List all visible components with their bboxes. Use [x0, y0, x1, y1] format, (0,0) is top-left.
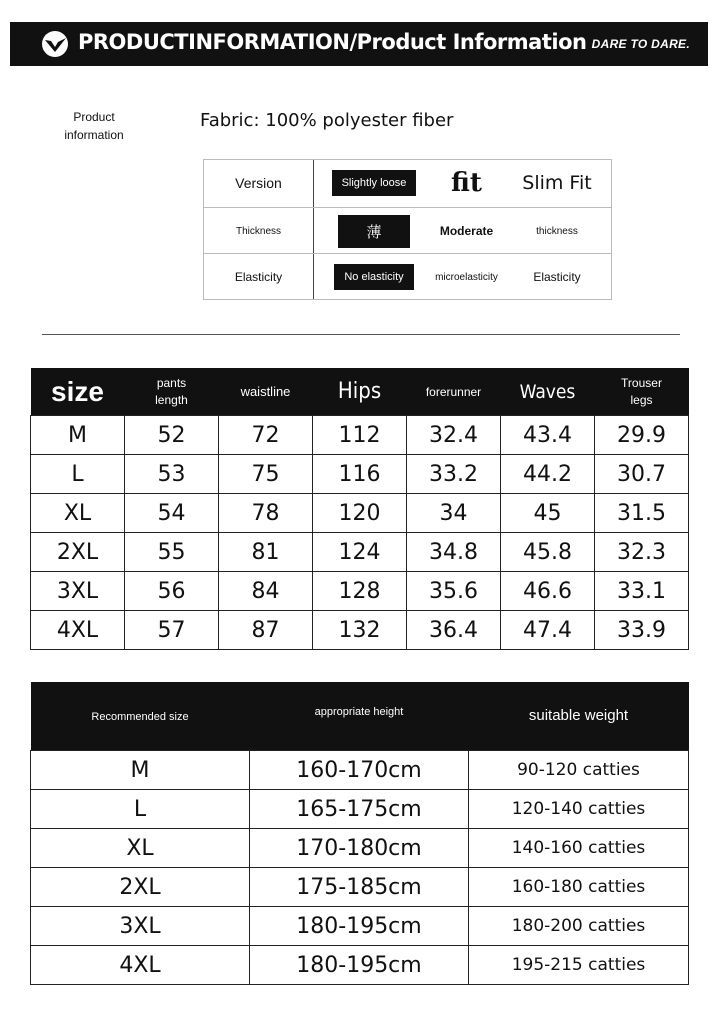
recommend-table-cell: 170-180cm [250, 829, 469, 868]
size-table-cell: L [31, 455, 125, 494]
attribute-row-elasticity [204, 253, 611, 300]
size-table-cell: 35.6 [407, 572, 501, 611]
recommend-table-cell: 195-215 catties [469, 946, 689, 985]
size-table-cell: 72 [219, 416, 313, 455]
attribute-option: thickness [536, 225, 578, 237]
attribute-option: Elasticity [533, 270, 581, 284]
attribute-option: fit [451, 168, 482, 198]
attribute-row-version [204, 160, 611, 206]
size-table-cell: 45.8 [501, 533, 595, 572]
size-table-cell: 87 [219, 611, 313, 650]
recommend-table-row [31, 790, 689, 829]
section-divider [42, 334, 680, 335]
size-table-row [31, 572, 689, 611]
recommend-table-cell: 120-140 catties [469, 790, 689, 829]
attribute-option-selected: Slightly loose [329, 160, 419, 206]
header-suitable-weight: suitable weight [469, 682, 689, 751]
size-table-row [31, 494, 689, 533]
recommend-table-cell: 180-200 catties [469, 907, 689, 946]
recommend-table-cell: 160-170cm [250, 751, 469, 790]
recommend-table-row [31, 946, 689, 985]
size-table-cell: 81 [219, 533, 313, 572]
attribute-option: Slim Fit [522, 172, 592, 194]
size-table-cell: 120 [313, 494, 407, 533]
header-appropriate-height: appropriate height [250, 682, 469, 751]
attribute-name: Thickness [235, 225, 281, 237]
size-table-cell: 54 [125, 494, 219, 533]
recommend-table-header [31, 682, 689, 751]
size-table-header [31, 368, 689, 416]
size-table-cell: 33.2 [407, 455, 501, 494]
recommend-table-row [31, 751, 689, 790]
size-table-cell: 57 [125, 611, 219, 650]
recommend-table-cell: 180-195cm [250, 946, 469, 985]
header-recommended-size: Recommended size [31, 682, 250, 751]
size-table-cell: 56 [125, 572, 219, 611]
size-table-cell: 46.6 [501, 572, 595, 611]
recommend-table-cell: XL [31, 829, 250, 868]
size-table-row [31, 416, 689, 455]
size-table-cell: 3XL [31, 572, 125, 611]
recommend-table-cell: 3XL [31, 907, 250, 946]
size-table-cell: 116 [313, 455, 407, 494]
size-table-cell: 2XL [31, 533, 125, 572]
size-table-cell: 32.3 [595, 533, 689, 572]
size-table-cell: 45 [501, 494, 595, 533]
size-table [30, 368, 689, 650]
size-table-cell: 29.9 [595, 416, 689, 455]
size-table-cell: 52 [125, 416, 219, 455]
size-table-cell: 44.2 [501, 455, 595, 494]
brand-tagline: DARE TO DARE. [591, 37, 690, 51]
header-pants-length: pants length [125, 368, 219, 416]
size-table-cell: 34.8 [407, 533, 501, 572]
recommend-table-row [31, 868, 689, 907]
size-table-cell: 75 [219, 455, 313, 494]
size-table-cell: 53 [125, 455, 219, 494]
recommend-table-cell: 180-195cm [250, 907, 469, 946]
fabric-text: Fabric: 100% polyester fiber [200, 110, 454, 131]
header-size: size [31, 368, 125, 416]
size-table-cell: 84 [219, 572, 313, 611]
recommend-table-cell: L [31, 790, 250, 829]
size-table-cell: M [31, 416, 125, 455]
size-table-row [31, 455, 689, 494]
attribute-row-thickness [204, 207, 611, 254]
attribute-option: microelasticity [435, 271, 498, 283]
size-table-cell: 43.4 [501, 416, 595, 455]
page-title: PRODUCTINFORMATION/Product Information [78, 30, 587, 54]
size-table-cell: 128 [313, 572, 407, 611]
size-table-cell: 55 [125, 533, 219, 572]
recommend-table-cell: 140-160 catties [469, 829, 689, 868]
recommend-table-cell: 90-120 catties [469, 751, 689, 790]
attribute-name: Elasticity [234, 270, 283, 284]
size-table-cell: 112 [313, 416, 407, 455]
size-table-cell: 4XL [31, 611, 125, 650]
size-table-cell: 47.4 [501, 611, 595, 650]
recommend-table-cell: 2XL [31, 868, 250, 907]
recommend-table [30, 682, 689, 985]
size-table-cell: 33.1 [595, 572, 689, 611]
size-table-cell: 30.7 [595, 455, 689, 494]
header-hips: Hips [313, 368, 407, 416]
size-table-cell: XL [31, 494, 125, 533]
size-table-row [31, 611, 689, 650]
header-trouser-legs: Trouser legs [595, 368, 689, 416]
recommend-table-cell: 160-180 catties [469, 868, 689, 907]
header-waves: Waves [501, 368, 595, 416]
recommend-table-cell: 175-185cm [250, 868, 469, 907]
size-table-cell: 132 [313, 611, 407, 650]
header-bar [10, 22, 708, 66]
size-table-cell: 36.4 [407, 611, 501, 650]
attribute-name: Version [235, 175, 282, 191]
size-table-cell: 78 [219, 494, 313, 533]
product-info-label-line2: information [64, 128, 124, 142]
recommend-table-cell: 165-175cm [250, 790, 469, 829]
recommend-table-cell: M [31, 751, 250, 790]
attribute-option-selected: No elasticity [329, 254, 419, 300]
attribute-table [203, 159, 612, 300]
size-table-cell: 34 [407, 494, 501, 533]
brand-logo-icon [40, 30, 70, 58]
attribute-option-selected: 薄 [329, 208, 419, 254]
attribute-option: Moderate [439, 224, 494, 238]
recommend-table-row [31, 907, 689, 946]
recommend-table-row [31, 829, 689, 868]
size-table-cell: 32.4 [407, 416, 501, 455]
size-table-cell: 31.5 [595, 494, 689, 533]
header-waistline: waistline [219, 368, 313, 416]
product-info-label [58, 108, 130, 144]
size-table-row [31, 533, 689, 572]
header-forerunner: forerunner [407, 368, 501, 416]
recommend-table-cell: 4XL [31, 946, 250, 985]
product-info-label-line1: Product [73, 110, 115, 124]
size-table-cell: 124 [313, 533, 407, 572]
size-table-cell: 33.9 [595, 611, 689, 650]
